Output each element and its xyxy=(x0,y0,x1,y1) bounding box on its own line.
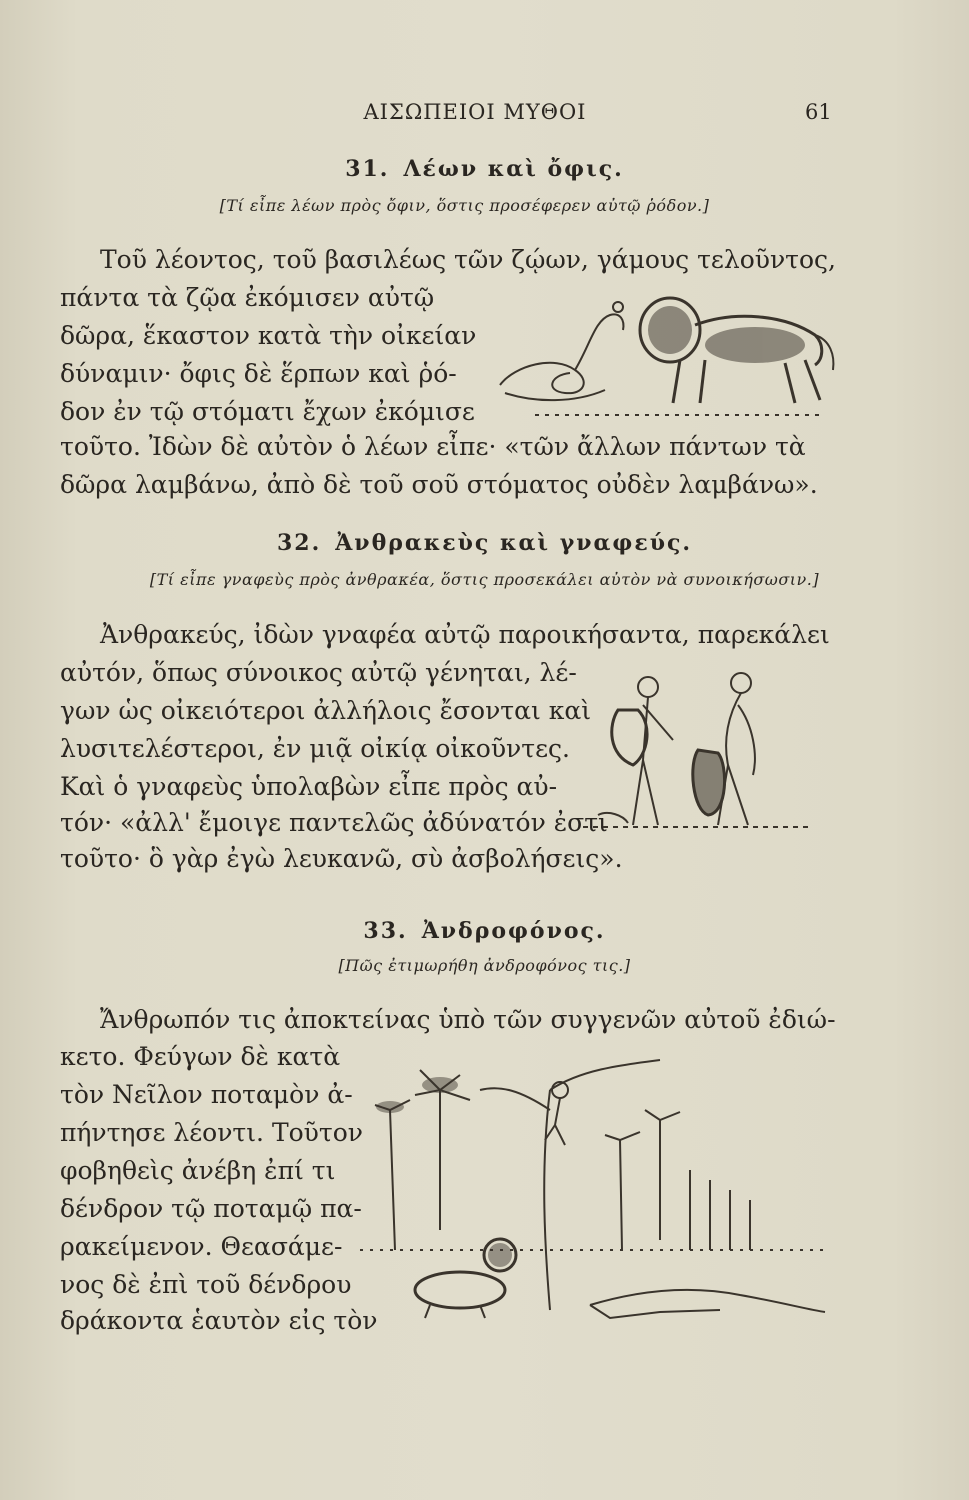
fable-number: 31. xyxy=(345,156,390,182)
fable-33-subtitle: [Πῶς ἐτιμωρήθη ἀνδροφόνος τις.] xyxy=(338,956,631,975)
collier-and-fuller-illustration xyxy=(578,665,818,845)
fable-31-subtitle: [Τί εἶπε λέων πρὸς ὄφιν, ὅστις προσέφερεν αὐτῷ ῥόδον.] xyxy=(219,196,710,215)
fable-title-text: Ἀνθρακεὺς καὶ γναφεύς. xyxy=(335,530,693,556)
fable-31-title xyxy=(0,156,969,182)
text-line: Ἀνθρακεύς, ἰδὼν γναφέα αὐτῷ παροικήσαντα, παρεκάλει xyxy=(100,620,830,649)
text-line: Καὶ ὁ γναφεὺς ὑπολαβὼν εἶπε πρὸς αὐ- xyxy=(60,772,558,801)
text-line: δῶρα λαμβάνω, ἀπὸ δὲ τοῦ σοῦ στόματος οὐδὲν λαμβάνω». xyxy=(60,470,818,499)
fable-32-title xyxy=(0,530,969,556)
fable-title-text: Ἀνδροφόνος. xyxy=(421,918,606,944)
text-line: Ἄνθρωπόν τις ἀποκτείνας ὑπὸ τῶν συγγενῶν αὐτοῦ ἐδιώ- xyxy=(100,1005,836,1034)
fable-33-title xyxy=(0,918,969,944)
text-line: Τοῦ λέοντος, τοῦ βασιλέως τῶν ζῴων, γάμους τελοῦντος, xyxy=(100,245,836,274)
fable-number: 32. xyxy=(276,530,322,556)
text-line: γων ὡς οἰκειότεροι ἀλλήλοις ἔσονται καὶ xyxy=(60,696,592,725)
text-line: δύναμιν· ὄφις δὲ ἕρπων καὶ ῥό- xyxy=(60,359,457,388)
text-line: πάντα τὰ ζῷα ἐκόμισεν αὐτῷ xyxy=(60,283,435,312)
text-line: δῶρα, ἕκαστον κατὰ τὴν οἰκείαν xyxy=(60,321,477,350)
text-line: ρακείμενον. Θεασάμε- xyxy=(60,1232,343,1261)
text-line: δράκοντα ἑαυτὸν εἰς τὸν xyxy=(60,1306,378,1335)
text-line: τοῦτο· ὃ γὰρ ἐγὼ λευκανῶ, σὺ ἀσβολήσεις». xyxy=(60,844,623,873)
text-line: λυσιτελέστεροι, ἐν μιᾷ οἰκίᾳ οἰκοῦντες. xyxy=(60,734,570,763)
fable-32-subtitle: [Τί εἶπε γναφεὺς πρὸς ἀνθρακέα, ὅστις προσεκάλει αὐτὸν νὰ συνοικήσωσιν.] xyxy=(149,570,820,589)
page-number: 61 xyxy=(805,100,832,124)
fable-number: 33. xyxy=(363,918,408,944)
text-line: φοβηθεὶς ἀνέβη ἐπί τι xyxy=(60,1156,336,1185)
lion-and-snake-illustration xyxy=(495,285,840,420)
text-line: αὐτόν, ὅπως σύνοικος αὐτῷ γένηται, λέ- xyxy=(60,658,577,687)
running-title: ΑΙΣΩΠΕΙΟΙ ΜΥΘΟΙ xyxy=(363,100,587,124)
man-in-tree-lion-crocodile-illustration xyxy=(360,1050,830,1320)
text-line: τὸν Νεῖλον ποταμὸν ἀ- xyxy=(60,1080,353,1109)
text-line: τόν· «ἀλλ' ἔμοιγε παντελῶς ἀδύνατόν ἐστι xyxy=(60,808,608,837)
text-line: δένδρον τῷ ποταμῷ πα- xyxy=(60,1194,362,1223)
text-line: πήντησε λέοντι. Τοῦτον xyxy=(60,1118,363,1147)
text-line: δον ἐν τῷ στόματι ἔχων ἐκόμισε xyxy=(60,397,475,426)
text-line: νος δὲ ἐπὶ τοῦ δένδρου xyxy=(60,1270,352,1299)
fable-title-text: Λέων καὶ ὄφις. xyxy=(403,156,624,182)
text-line: τοῦτο. Ἰδὼν δὲ αὐτὸν ὁ λέων εἶπε· «τῶν ἄλλων πάντων τὰ xyxy=(60,432,806,461)
text-line: κετο. Φεύγων δὲ κατὰ xyxy=(60,1042,341,1071)
page-header xyxy=(0,100,969,130)
